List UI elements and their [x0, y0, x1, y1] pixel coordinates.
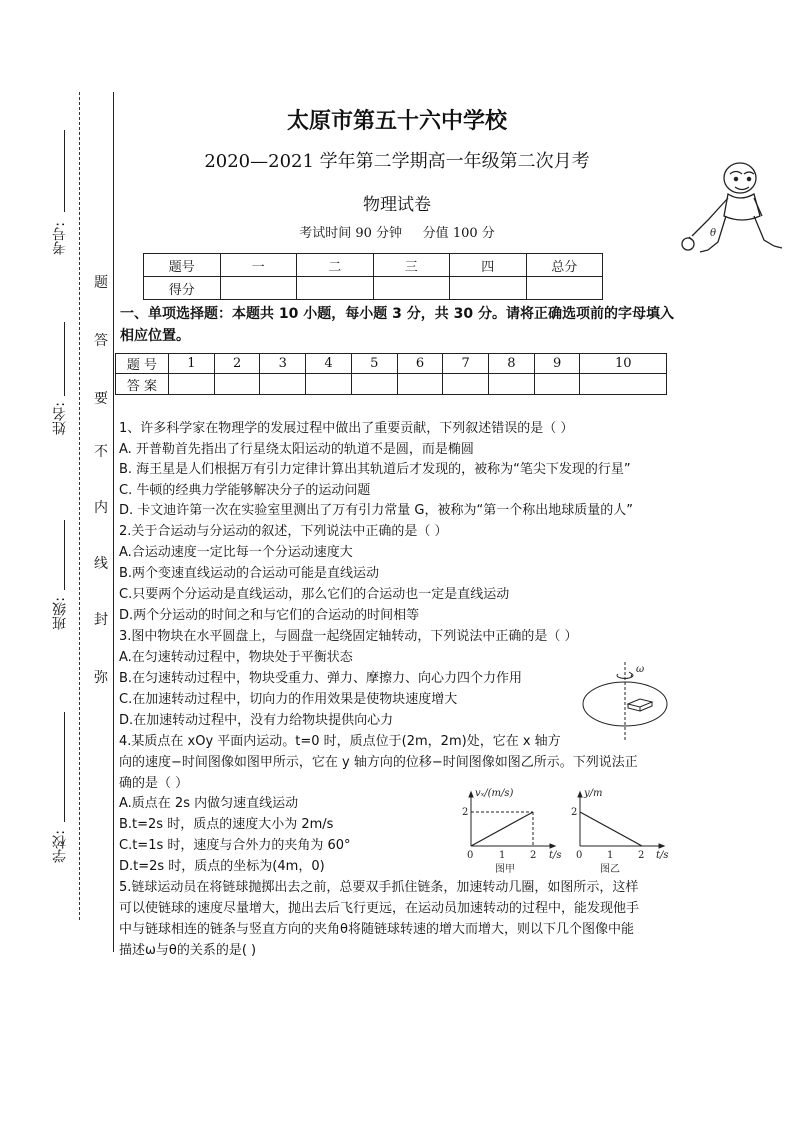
graph-yi-ylabel: y/m: [584, 788, 603, 799]
score-header: 四: [450, 254, 527, 277]
omega-label: ω: [636, 664, 645, 675]
question-number: 9: [534, 354, 580, 374]
graph-yi-y-tick: 2: [571, 807, 578, 818]
answer-cell[interactable]: [534, 374, 580, 395]
graph-jia-y-tick: 2: [462, 807, 469, 818]
answer-cell[interactable]: [260, 374, 306, 395]
answer-cell[interactable]: [489, 374, 535, 395]
question-4-line-3: 确的是（ ）: [119, 776, 189, 791]
score-cell[interactable]: [297, 277, 374, 300]
question-number: 2: [214, 354, 260, 374]
answer-cell[interactable]: [351, 374, 397, 395]
binding-dashed-line: [79, 92, 80, 920]
score-header: 一: [220, 254, 297, 277]
exam-title: 2020—2021 学年第二学期高一年级第二次月考: [204, 151, 590, 172]
graph-yi-xlabel: t/s: [656, 850, 669, 861]
question-3-option-c: C.在加速转动过程中，切向力的作用效果是使物块速度增大: [119, 692, 458, 707]
question-1-option-b: B. 海王星是人们根据万有引力定律计算出其轨道后才发现的，被称为“笔尖下发现的行星”: [119, 462, 631, 477]
question-3-stem: 3.图中物块在水平圆盘上，与圆盘一起绕固定轴转动，下列说法中正确的是（ ）: [119, 629, 578, 644]
answer-cell[interactable]: [169, 374, 215, 395]
question-2-option-c: C.只要两个分运动是直线运动，那么它们的合运动也一定是直线运动: [119, 587, 510, 602]
question-number: 6: [397, 354, 443, 374]
answer-cell[interactable]: [397, 374, 443, 395]
question-2-option-a: A.合运动速度一定比每一个分运动速度大: [119, 545, 353, 560]
class-label: 班级:: [52, 597, 68, 630]
question-1-option-c: C. 牛顿的经典力学能够解决分子的运动问题: [119, 483, 371, 498]
graph-jia-x-tick: 2: [530, 850, 537, 861]
question-5-line-3: 中与链球相连的链条与竖直方向的夹角θ将随链球转速的增大而增大，则以下几个图像中能: [119, 922, 634, 937]
graph-yi: [566, 784, 676, 874]
question-3-option-a: A.在匀速转动过程中，物块处于平衡状态: [119, 650, 353, 665]
question-number: 5: [351, 354, 397, 374]
seal-char: 不: [94, 444, 108, 460]
rotating-disk-diagram: [580, 660, 670, 744]
graph-jia-x-tick: 0: [467, 850, 474, 861]
class-line: [64, 520, 65, 590]
score-cell[interactable]: [526, 277, 603, 300]
question-2-option-d: D.两个分运动的时间之和与它们的合运动的时间相等: [119, 608, 420, 623]
answer-cell[interactable]: [306, 374, 352, 395]
score-header: 二: [297, 254, 374, 277]
question-2-option-b: B.两个变速直线运动的合运动可能是直线运动: [119, 566, 380, 581]
question-number: 3: [260, 354, 306, 374]
svg-text:θ: θ: [710, 228, 717, 239]
question-5-line-1: 5.链球运动员在将链球抛掷出去之前，总要双手抓住链条，加速转动几圈，如图所示，这样: [119, 880, 639, 895]
question-4-line-1: 4.某质点在 xOy 平面内运动。t=0 时，质点位于(2m，2m)处，它在 x 轴方: [119, 734, 561, 749]
question-number: 1: [169, 354, 215, 374]
question-4-option-a: A.质点在 2s 内做匀速直线运动: [119, 796, 299, 811]
graph-jia-x-tick: 1: [499, 850, 506, 861]
score-cell[interactable]: [373, 277, 450, 300]
question-4-option-b: B.t=2s 时，质点的速度大小为 2m/s: [119, 817, 334, 832]
question-number: 4: [306, 354, 352, 374]
exam-info: 考试时间 90 分钟 分值 100 分: [299, 226, 495, 241]
question-4-option-c: C.t=1s 时，速度与合外力的夹角为 60°: [119, 838, 351, 853]
answer-cell[interactable]: [580, 374, 667, 395]
seal-char: 要: [94, 391, 108, 407]
seal-char: 题: [94, 275, 108, 291]
school-title: 太原市第五十六中学校: [286, 108, 507, 134]
question-number: 8: [489, 354, 535, 374]
question-4-option-d: D.t=2s 时，质点的坐标为(4m，0): [119, 859, 325, 874]
score-header: 总分: [526, 254, 603, 277]
answer-table: [115, 353, 667, 395]
question-4-line-2: 向的速度−时间图像如图甲所示，它在 y 轴方向的位移−时间图像如图乙所示。下列说法正: [119, 755, 638, 770]
question-number: 10: [580, 354, 667, 374]
question-1-option-d: D. 卡文迪许第一次在实验室里测出了万有引力常量 G，被称为“第一个称出地球质量的人”: [119, 503, 633, 518]
score-table: [143, 253, 603, 300]
graph-jia-xlabel: t/s: [549, 850, 562, 861]
graph-jia-line: [471, 812, 533, 846]
subject-title: 物理试卷: [363, 195, 431, 215]
graph-jia-ylabel: vₓ/(m/s): [475, 788, 514, 799]
exam-number-label: 考号:: [52, 222, 68, 255]
seal-char: 答: [94, 333, 108, 349]
question-3-option-d: D.在加速转动过程中，没有力给物块提供向心力: [119, 713, 394, 728]
score-header: 题号: [144, 254, 221, 277]
seal-char: 封: [94, 612, 108, 628]
score-header: 三: [373, 254, 450, 277]
answer-row-label: 题 号: [116, 354, 169, 374]
school-line: [64, 712, 65, 822]
graph-jia: [455, 784, 565, 874]
graph-jia-caption: 图甲: [495, 864, 515, 874]
question-number: 7: [443, 354, 489, 374]
answer-cell[interactable]: [443, 374, 489, 395]
score-cell[interactable]: [450, 277, 527, 300]
seal-char: 内: [94, 500, 108, 516]
graph-yi-x-tick: 0: [576, 850, 583, 861]
seal-char: 弥: [94, 670, 108, 686]
question-1-stem: 1、许多科学家在物理学的发展过程中做出了重要贡献，下列叙述错误的是（ ）: [119, 421, 574, 436]
question-2-stem: 2.关于合运动与分运动的叙述，下列说法中正确的是（ ）: [119, 524, 448, 539]
question-3-option-b: B.在匀速转动过程中，物块受重力、弹力、摩擦力、向心力四个力作用: [119, 671, 523, 686]
name-label: 姓名:: [52, 402, 68, 435]
graph-yi-x-tick: 2: [638, 850, 645, 861]
answer-cell[interactable]: [214, 374, 260, 395]
seal-char: 线: [94, 556, 108, 572]
score-row-label: 得分: [144, 277, 221, 300]
hammer-thrower-illustration: [678, 158, 788, 270]
graph-yi-line: [580, 812, 642, 846]
answer-row-label: 答 案: [116, 374, 169, 395]
question-5-line-2: 可以使链球的速度尽量增大，抛出去后飞行更远，在运动员加速转动的过程中，能发现他手: [119, 901, 640, 916]
question-5-line-4: 描述ω与θ的关系的是( ): [119, 943, 257, 958]
school-label: 学校:: [52, 830, 68, 863]
score-cell[interactable]: [220, 277, 297, 300]
graph-yi-x-tick: 1: [607, 850, 614, 861]
section-heading: 一、单项选择题：本题共 10 小题，每小题 3 分，共 30 分。请将正确选项前的字母填入相应位置。: [120, 306, 674, 344]
graph-yi-caption: 图乙: [600, 864, 620, 874]
name-line: [64, 322, 65, 396]
binding-solid-line: [113, 92, 114, 952]
question-1-option-a: A. 开普勒首先指出了行星绕太阳运动的轨道不是圆，而是椭圆: [119, 442, 474, 457]
